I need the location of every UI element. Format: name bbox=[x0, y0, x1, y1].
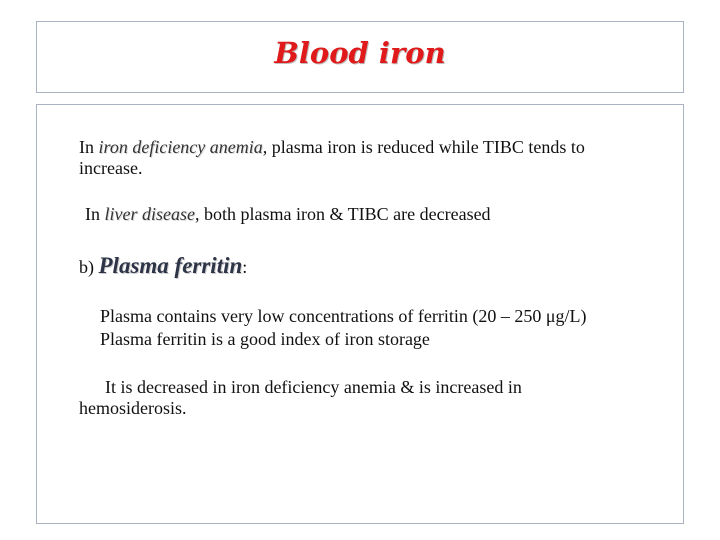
plasma-ferritin-heading: Plasma ferritin bbox=[98, 253, 243, 278]
section-b-colon: : bbox=[242, 257, 248, 277]
slide-title: Blood iron bbox=[274, 36, 446, 70]
section-b-marker: b) bbox=[79, 257, 99, 277]
para2-rest: , both plasma iron & TIBC are decreased bbox=[194, 204, 491, 224]
para-liver-disease bbox=[85, 203, 491, 225]
section-b-heading bbox=[79, 252, 247, 281]
para1-rest: , plasma iron is reduced while TIBC tends to bbox=[262, 137, 585, 157]
para2-emphasis: liver disease bbox=[104, 204, 195, 224]
para2-prefix: In bbox=[85, 204, 105, 224]
para1-prefix: In bbox=[79, 137, 99, 157]
para1-emphasis: iron deficiency anemia bbox=[98, 137, 263, 157]
ferritin-index-line: Plasma ferritin is a good index of iron storage bbox=[100, 329, 430, 349]
para-iron-deficiency-line2: increase. bbox=[79, 158, 143, 178]
para-iron-deficiency-line1 bbox=[79, 136, 585, 158]
para-decreased-increased-line1: It is decreased in iron deficiency anemia & is increased in bbox=[105, 377, 522, 397]
ferritin-concentration-line: Plasma contains very low concentrations of ferritin (20 – 250 μg/L) bbox=[100, 306, 587, 326]
para-decreased-increased-line2: hemosiderosis. bbox=[79, 398, 187, 418]
